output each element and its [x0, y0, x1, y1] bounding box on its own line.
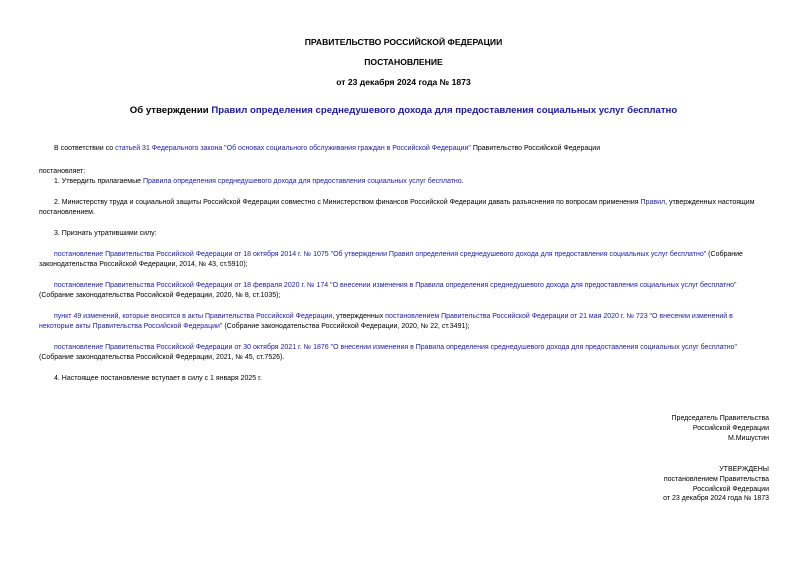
document-date-number: от 23 декабря 2024 года № 1873	[336, 77, 471, 87]
repealed-act-4-link[interactable]: постановление Правительства Российской Федерации от 30 октября 2021 г. № 1876 "О внесении изменения в Правила определения среднедушевого дохода для предоставления социальных услуг бесплатно"	[54, 344, 737, 351]
repealed-act-4-source: (Собрание законодательства Российской Федерации, 2021, № 45, ст.7526).	[39, 353, 285, 361]
item-1-rules-link[interactable]: Правила определения среднедушевого дохода для предоставления социальных услуг бесплатно	[142, 178, 462, 185]
item-1-text: 1. Утвердить прилагаемые	[54, 178, 143, 185]
repealed-act-3-link[interactable]: пункт 49 изменений, которые вносятся в акты Правительства Российской Федерации	[54, 313, 333, 320]
repealed-act-1-link[interactable]: постановление Правительства Российской Федерации от 18 октября 2014 г. № 1075 "Об утверждении Правил определения среднедушевого дохода для предоставления социальных услуг бесплатно"	[54, 251, 707, 258]
repealed-act-4	[39, 343, 769, 362]
repealed-act-3-link2[interactable]: постановлением Правительства Российской Федерации от 21 мая 2020 г. № 723 "О внесении изменений в некоторые акты Правительства Российской Федерации"	[39, 313, 733, 330]
document-title	[0, 105, 807, 116]
approval-line-1: постановлением Правительства	[663, 475, 769, 483]
document-type: ПОСТАНОВЛЕНИЕ	[364, 57, 443, 67]
signature-country: Российской Федерации	[692, 424, 769, 432]
government-heading: ПРАВИТЕЛЬСТВО РОССИЙСКОЙ ФЕДЕРАЦИИ	[304, 37, 503, 47]
repealed-act-1	[39, 250, 769, 269]
item-2	[39, 198, 769, 217]
title-prefix: Об утверждении	[129, 105, 212, 116]
repealed-act-2	[39, 281, 769, 300]
repealed-act-3-middle: , утвержденных	[332, 313, 386, 320]
approval-line-3: от 23 декабря 2024 года № 1873	[663, 495, 769, 503]
federal-law-link[interactable]: статьей 31 Федерального закона "Об основах социального обслуживания граждан в Российской Федерации"	[115, 145, 471, 152]
item-2-text: 2. Министерству труда и социальной защиты Российской Федерации совместно с Министерством финансов Российской Федерации давать разъяснения по вопросам применения	[54, 199, 641, 206]
signature-position: Председатель Правительства	[671, 415, 769, 422]
item-2-rules-link[interactable]: Правил	[640, 199, 666, 206]
decides-word: постановляет:	[39, 168, 86, 175]
signature-name: М.Мишустин	[727, 434, 769, 442]
approval-line-2: Российской Федерации	[692, 485, 769, 493]
signature-block	[672, 414, 769, 443]
repealed-act-1-source: (Собрание законодательства Российской Федерации, 2014, № 43, ст.5910);	[39, 251, 743, 268]
repealed-act-2-link[interactable]: постановление Правительства Российской Федерации от 18 февраля 2020 г. № 174 "О внесении изменения в Правила определения среднедушевого дохода для предоставления социальных услуг бесплатно"	[54, 282, 737, 289]
item-2-text-end: , утвержденных настоящим постановлением.	[39, 199, 755, 216]
approval-title: УТВЕРЖДЕНЫ	[719, 466, 769, 473]
repealed-act-3-source: (Собрание законодательства Российской Федерации, 2020, № 22, ст.3491);	[222, 322, 470, 330]
repealed-act-2-source: (Собрание законодательства Российской Федерации, 2020, № 8, ст.1035);	[39, 291, 281, 299]
preamble-text: В соответствии со	[54, 145, 116, 152]
preamble-text-end: Правительство Российской Федерации	[470, 145, 601, 152]
approval-block	[663, 465, 769, 504]
item-1	[39, 177, 769, 187]
repealed-act-3	[39, 312, 769, 331]
item-4: 4. Настоящее постановление вступает в силу с 1 января 2025 г.	[54, 375, 262, 382]
item-3: 3. Признать утратившими силу:	[54, 230, 157, 237]
item-1-text-end: .	[461, 178, 464, 185]
title-rules-link[interactable]: Правил определения среднедушевого дохода для предоставления социальных услуг бесплатно	[211, 105, 678, 116]
preamble	[39, 144, 769, 154]
